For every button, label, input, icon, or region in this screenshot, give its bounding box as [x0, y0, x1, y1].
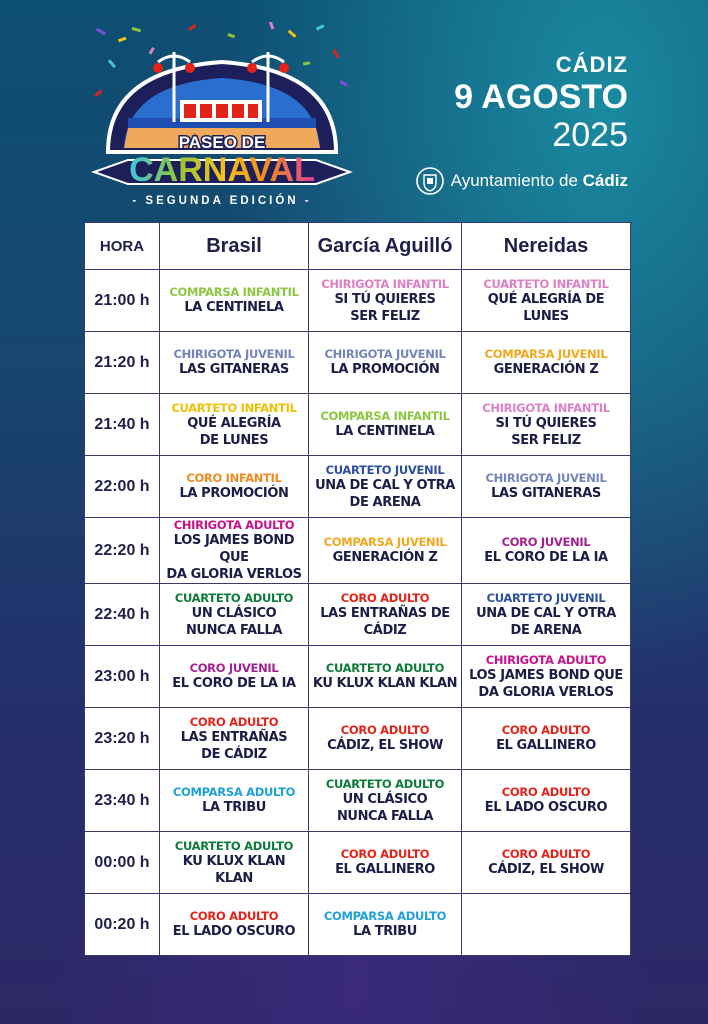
group-name: LA TRIBU [353, 924, 417, 939]
performance-category: CUARTETO INFANTIL [483, 276, 609, 291]
performance-cell [160, 770, 309, 832]
performance-category: CORO ADULTO [189, 714, 279, 729]
performance-category: CORO ADULTO [340, 847, 430, 861]
performance-cell [160, 646, 309, 708]
group-name: UN CLÁSICO [191, 605, 277, 621]
group-name: SER FELIZ [350, 308, 420, 324]
performance-category: CUARTETO ADULTO [325, 776, 445, 791]
table-row [85, 832, 631, 894]
table-row [85, 708, 631, 770]
performance-cell [160, 270, 309, 332]
performance-category: CORO ADULTO [340, 723, 430, 737]
performance-cell [462, 584, 631, 646]
performance-cell [462, 894, 631, 956]
group-name: LAS ENTRAÑAS [180, 729, 288, 745]
performance-cell [160, 518, 309, 584]
performance-category: CHIRIGOTA INFANTIL [482, 400, 610, 415]
paseo-de-carnaval-logo [88, 22, 356, 212]
group-name: LAS ENTRAÑAS DE [320, 605, 450, 621]
group-name: DE LUNES [199, 432, 269, 448]
group-name: NUNCA FALLA [336, 808, 434, 824]
ayuntamiento-sponsor [415, 166, 628, 196]
group-name: DE ARENA [349, 494, 421, 510]
group-name: CÁDIZ, EL SHOW [488, 862, 604, 877]
sponsor-city: Cádiz [582, 171, 628, 190]
header-hora: HORA [85, 223, 160, 270]
performance-cell [309, 708, 462, 770]
performance-category: CUARTETO ADULTO [174, 838, 294, 853]
performance-category: CUARTETO JUVENIL [486, 590, 606, 605]
performance-category: CORO JUVENIL [501, 535, 591, 549]
table-row [85, 894, 631, 956]
performance-category: CUARTETO JUVENIL [325, 462, 445, 477]
time-slot: 22:40 h [85, 584, 160, 646]
performance-cell [309, 832, 462, 894]
performance-category: COMPARSA JUVENIL [484, 347, 608, 361]
header-stage-garcia-aguillo: García Aguilló [309, 223, 462, 270]
performance-cell [309, 894, 462, 956]
performance-cell [309, 270, 462, 332]
performance-schedule-table [84, 222, 631, 956]
group-name: EL CORO DE LA IA [484, 550, 608, 565]
table-row [85, 270, 631, 332]
performance-cell [462, 518, 631, 584]
performance-cell [462, 708, 631, 770]
performance-cell [462, 646, 631, 708]
city-shield-icon [415, 166, 445, 196]
group-name: QUÉ ALEGRÍA DE LUNES [487, 291, 605, 324]
performance-cell [309, 394, 462, 456]
group-name: UN CLÁSICO [342, 791, 428, 807]
performance-category: CHIRIGOTA JUVENIL [173, 347, 295, 361]
time-slot: 23:20 h [85, 708, 160, 770]
group-name: LAS GITANERAS [179, 362, 289, 377]
performance-cell [462, 394, 631, 456]
event-city: CÁDIZ [555, 52, 628, 77]
performance-category: COMPARSA JUVENIL [323, 535, 447, 549]
performance-cell [462, 270, 631, 332]
performance-category: COMPARSA INFANTIL [320, 409, 450, 423]
group-name: LA PROMOCIÓN [330, 362, 440, 377]
event-title-block [454, 52, 628, 154]
group-name: LA TRIBU [202, 800, 266, 815]
logo-line2: CARNAVAL [129, 151, 315, 189]
table-row [85, 456, 631, 518]
performance-cell [160, 894, 309, 956]
event-date: 9 AGOSTO [454, 78, 628, 116]
performance-category: CUARTETO INFANTIL [171, 400, 297, 415]
group-name: GENERACIÓN Z [332, 550, 438, 565]
group-name: EL LADO OSCURO [172, 924, 296, 939]
sponsor-text [451, 171, 628, 191]
performance-cell [160, 708, 309, 770]
time-slot: 00:20 h [85, 894, 160, 956]
group-name: QUÉ ALEGRÍA [187, 415, 281, 431]
group-name: SI TÚ QUIERES [495, 415, 597, 431]
performance-category: CORO JUVENIL [189, 661, 279, 675]
performance-category: COMPARSA INFANTIL [169, 285, 299, 299]
performance-category: CHIRIGOTA ADULTO [173, 518, 295, 532]
group-name: SER FELIZ [511, 432, 581, 448]
group-name: UNA DE CAL Y OTRA [315, 477, 455, 493]
group-name: EL LADO OSCURO [484, 800, 608, 815]
table-row [85, 770, 631, 832]
performance-category: CHIRIGOTA INFANTIL [321, 276, 449, 291]
performance-cell [309, 518, 462, 584]
group-name: UNA DE CAL Y OTRA [476, 605, 616, 621]
time-slot: 22:20 h [85, 518, 160, 584]
group-name: DA GLORIA VERLOS [478, 684, 614, 700]
table-row [85, 332, 631, 394]
performance-cell [309, 456, 462, 518]
logo-subtitle: - SEGUNDA EDICIÓN - [132, 195, 312, 207]
performance-cell [309, 770, 462, 832]
time-slot: 21:20 h [85, 332, 160, 394]
performance-cell [160, 394, 309, 456]
performance-cell [462, 456, 631, 518]
performance-category: CORO ADULTO [501, 723, 591, 737]
group-name: LA CENTINELA [184, 300, 284, 315]
performance-category: CORO ADULTO [189, 909, 279, 923]
time-slot: 23:40 h [85, 770, 160, 832]
group-name: EL CORO DE LA IA [172, 676, 296, 691]
performance-cell [309, 584, 462, 646]
table-row [85, 394, 631, 456]
performance-cell [160, 332, 309, 394]
group-name: DA GLORIA VERLOS [166, 567, 302, 582]
group-name: KU KLUX KLAN KLAN [182, 853, 286, 886]
logo-line1: PASEO DE [178, 133, 266, 152]
time-slot: 21:40 h [85, 394, 160, 456]
sponsor-prefix: Ayuntamiento de [450, 171, 583, 190]
performance-category: CORO ADULTO [501, 785, 591, 799]
group-name: LA CENTINELA [335, 424, 435, 439]
time-slot: 22:00 h [85, 456, 160, 518]
performance-cell [160, 584, 309, 646]
group-name: SI TÚ QUIERES [334, 291, 436, 307]
table-row [85, 646, 631, 708]
performance-category: CHIRIGOTA JUVENIL [324, 347, 446, 361]
schedule-body [85, 270, 631, 956]
performance-cell [462, 832, 631, 894]
performance-category: COMPARSA ADULTO [172, 785, 296, 799]
header-stage-brasil: Brasil [160, 223, 309, 270]
performance-category: CHIRIGOTA JUVENIL [485, 471, 607, 485]
group-name: CÁDIZ, EL SHOW [327, 738, 443, 753]
table-row [85, 518, 631, 584]
header-stage-nereidas: Nereidas [462, 223, 631, 270]
performance-category: CORO ADULTO [501, 847, 591, 861]
group-name: DE ARENA [510, 622, 582, 638]
table-row [85, 584, 631, 646]
time-slot: 00:00 h [85, 832, 160, 894]
group-name: CÁDIZ [363, 622, 407, 638]
performance-cell [160, 832, 309, 894]
performance-category: CORO ADULTO [340, 590, 430, 605]
group-name: LOS JAMES BOND QUE [173, 533, 295, 565]
group-name: KU KLUX KLAN KLAN [312, 676, 458, 691]
performance-category: COMPARSA ADULTO [323, 909, 447, 923]
group-name: DE CÁDIZ [201, 746, 267, 762]
performance-cell [462, 770, 631, 832]
group-name: GENERACIÓN Z [493, 362, 599, 377]
performance-category: CORO INFANTIL [186, 471, 282, 485]
group-name: NUNCA FALLA [185, 622, 283, 638]
group-name: LOS JAMES BOND QUE [469, 667, 623, 683]
group-name: EL GALLINERO [335, 862, 435, 877]
performance-category: CUARTETO ADULTO [174, 590, 294, 605]
time-slot: 21:00 h [85, 270, 160, 332]
performance-category: CHIRIGOTA ADULTO [485, 652, 607, 667]
performance-category: CUARTETO ADULTO [325, 661, 445, 675]
table-header-row [85, 223, 631, 270]
time-slot: 23:00 h [85, 646, 160, 708]
performance-cell [309, 646, 462, 708]
group-name: LA PROMOCIÓN [179, 486, 289, 501]
group-name: LAS GITANERAS [491, 486, 601, 501]
performance-cell [462, 332, 631, 394]
performance-cell [309, 332, 462, 394]
group-name: EL GALLINERO [496, 738, 596, 753]
event-year: 2025 [552, 116, 628, 154]
performance-cell [160, 456, 309, 518]
